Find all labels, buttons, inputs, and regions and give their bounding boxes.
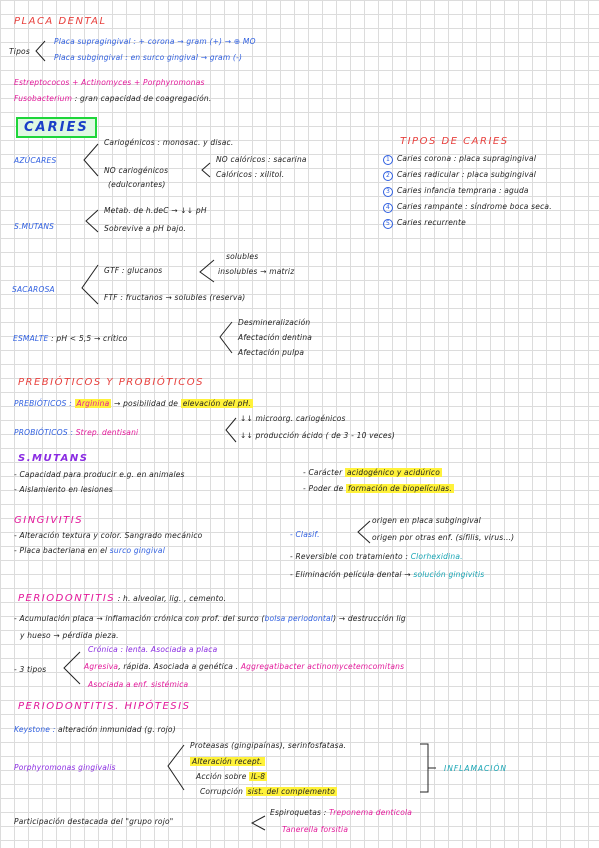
posibilidad: → posibilidad de	[114, 399, 179, 408]
probioticos-label: PROBIÓTICOS :	[14, 428, 74, 437]
sacarosa-label: SACAROSA	[12, 285, 55, 294]
gingivitis-placa: - Placa bacteriana en el	[14, 546, 108, 555]
eliminacion: - Eliminación película dental →	[290, 570, 411, 579]
corrupcion: Corrupción	[200, 787, 244, 796]
esmalte-label: ESMALTE	[13, 334, 49, 343]
tanerella: Tanerella forsitia	[282, 825, 349, 834]
edulcorantes: (edulcorantes)	[108, 180, 166, 189]
fusobacterium: Fusobacterium	[14, 94, 73, 103]
prebioticos-label: PREBIÓTICOS :	[14, 399, 72, 408]
gtf: GTF : glucanos	[104, 266, 163, 275]
agresiva-desc: , rápida. Asociada a genética .	[118, 662, 239, 671]
prebioticos-title: PREBIÓTICOS Y PROBIÓTICOS	[18, 377, 204, 388]
smutans-title: S.MUTANS	[18, 453, 89, 464]
placa-sub: Placa subgingival : en surco gingival → gram (-)	[54, 53, 243, 62]
smutans-caracter: - Carácter	[303, 468, 343, 477]
acidogenico: acidogénico y acidúrico	[346, 468, 441, 477]
caloricos: Calóricos : xilitol.	[216, 170, 285, 179]
alteracion-recept: Alteración recept.	[192, 757, 263, 766]
bolsa-periodontal: bolsa periodontal	[264, 614, 334, 623]
smutans-poder: - Poder de	[303, 484, 344, 493]
produccion-acido: ↓↓ producción ácido ( de 3 - 10 veces)	[240, 431, 395, 440]
tipo-caries-item: 3 Caries infancia temprana : aguda	[383, 186, 529, 197]
no-caloricos: NO calóricos : sacarina	[216, 155, 307, 164]
tipo-caries-item: 5 Caries recurrente	[383, 218, 466, 229]
gingivitis-title: GINGIVITIS	[14, 515, 84, 526]
solucion-gingivitis: solución gingivitis	[413, 570, 485, 579]
agresiva: Agresiva	[84, 662, 119, 671]
sobrevive: Sobrevive a pH bajo.	[104, 224, 186, 233]
acumulacion: - Acumulación placa → inflamación crónica con prof. del surco (	[14, 614, 265, 623]
elevacion-ph: elevación del pH.	[182, 399, 252, 408]
tipos-caries-title: TIPOS DE CARIES	[400, 136, 509, 147]
clasif-placa: origen en placa subgingival	[372, 516, 481, 525]
clasif-otras: origen por otras enf. (sífilis, virus...)	[372, 533, 515, 542]
caries-title: CARIES	[16, 117, 97, 138]
afectacion-pulpa: Afectación pulpa	[238, 348, 305, 357]
placa-title: PLACA DENTAL	[14, 16, 107, 27]
aggregatibacter: Aggregatibacter actinomycetemcomitans	[240, 662, 405, 671]
coagregacion: : gran capacidad de coagregación.	[74, 94, 212, 103]
tipos-label: Tipos	[9, 47, 30, 56]
proteasas: Proteasas (gingipaínas), serinfosfatasa.	[190, 741, 347, 750]
insolubles: insolubles → matriz	[218, 267, 295, 276]
il-8: IL-8	[251, 772, 266, 781]
destruccion: ) → destrucción lig	[333, 614, 406, 623]
esmalte-ph: : pH < 5,5 → crítico	[51, 334, 128, 343]
tres-tipos: - 3 tipos	[14, 665, 47, 674]
porphyromonas: Porphyromonas gingivalis	[14, 763, 116, 772]
placa-supra: Placa supragingival : + corona → gram (+) → ⊕ MO	[54, 37, 256, 46]
clorhexidina: Clorhexidina.	[410, 552, 463, 561]
tipo-caries-item: 2 Caries radicular : placa subgingival	[383, 170, 536, 181]
espiroquetas: Espiroquetas :	[270, 808, 327, 817]
keystone-desc: alteración inmunidad (g. rojo)	[58, 725, 176, 734]
azucares-label: AZÚCARES	[14, 156, 57, 165]
desmineralizacion: Desmineralización	[238, 318, 311, 327]
metabolismo: Metab. de h.deC → ↓↓ pH	[104, 206, 207, 215]
accion-sobre: Acción sobre	[196, 772, 247, 781]
afectacion-dentina: Afectación dentina	[238, 333, 313, 342]
smutans-capacidad: - Capacidad para producir e.g. en animales	[14, 470, 185, 479]
gingivitis-alteracion: - Alteración textura y color. Sangrado mecánico	[14, 531, 203, 540]
tipo-caries-item: 1 Caries corona : placa supragingival	[383, 154, 536, 165]
placa-bacterias: Estreptococos + Actinomyces + Porphyromonas	[14, 78, 205, 87]
perdida-pieza: y hueso → pérdida pieza.	[20, 631, 119, 640]
inflamacion: INFLAMACIÓN	[444, 764, 508, 773]
arginina: Arginina	[76, 399, 110, 408]
cariogenicos: Cariogénicos : monosac. y disac.	[104, 138, 234, 147]
tipo-caries-item: 4 Caries rampante : síndrome boca seca.	[383, 202, 552, 213]
periodontitis-def: : h. alveolar, lig. , cemento.	[117, 594, 227, 603]
treponema: Treponema denticola	[329, 808, 413, 817]
smutans-label: S.MUTANS	[14, 222, 55, 231]
periodontitis-title: PERIODONTITIS	[18, 593, 116, 604]
complemento: sist. del complemento	[247, 787, 335, 796]
smutans-aislamiento: - Aislamiento en lesiones	[14, 485, 113, 494]
surco-gingival: surco gingival	[109, 546, 165, 555]
grupo-rojo: Participación destacada del "grupo rojo"	[14, 817, 174, 826]
no-cariogenicos: NO cariogénicos	[104, 166, 169, 175]
keystone: Keystone :	[14, 725, 56, 734]
ftf: FTF : fructanos → solubles (reserva)	[104, 293, 246, 302]
microorg: ↓↓ microorg. cariogénicos	[240, 414, 346, 423]
solubles: solubles	[226, 252, 259, 261]
biopeliculas: formación de biopelículas.	[348, 484, 452, 493]
asociada-sistemica: Asociada a enf. sistémica	[88, 680, 189, 689]
clasif-label: - Clasif.	[290, 530, 320, 539]
strep-dentisani: Strep. dentisani	[75, 428, 139, 437]
cronica: Crónica : lenta. Asociada a placa	[88, 645, 218, 654]
hipotesis-title: PERIODONTITIS. HIPÓTESIS	[18, 701, 191, 712]
reversible: - Reversible con tratamiento :	[290, 552, 409, 561]
